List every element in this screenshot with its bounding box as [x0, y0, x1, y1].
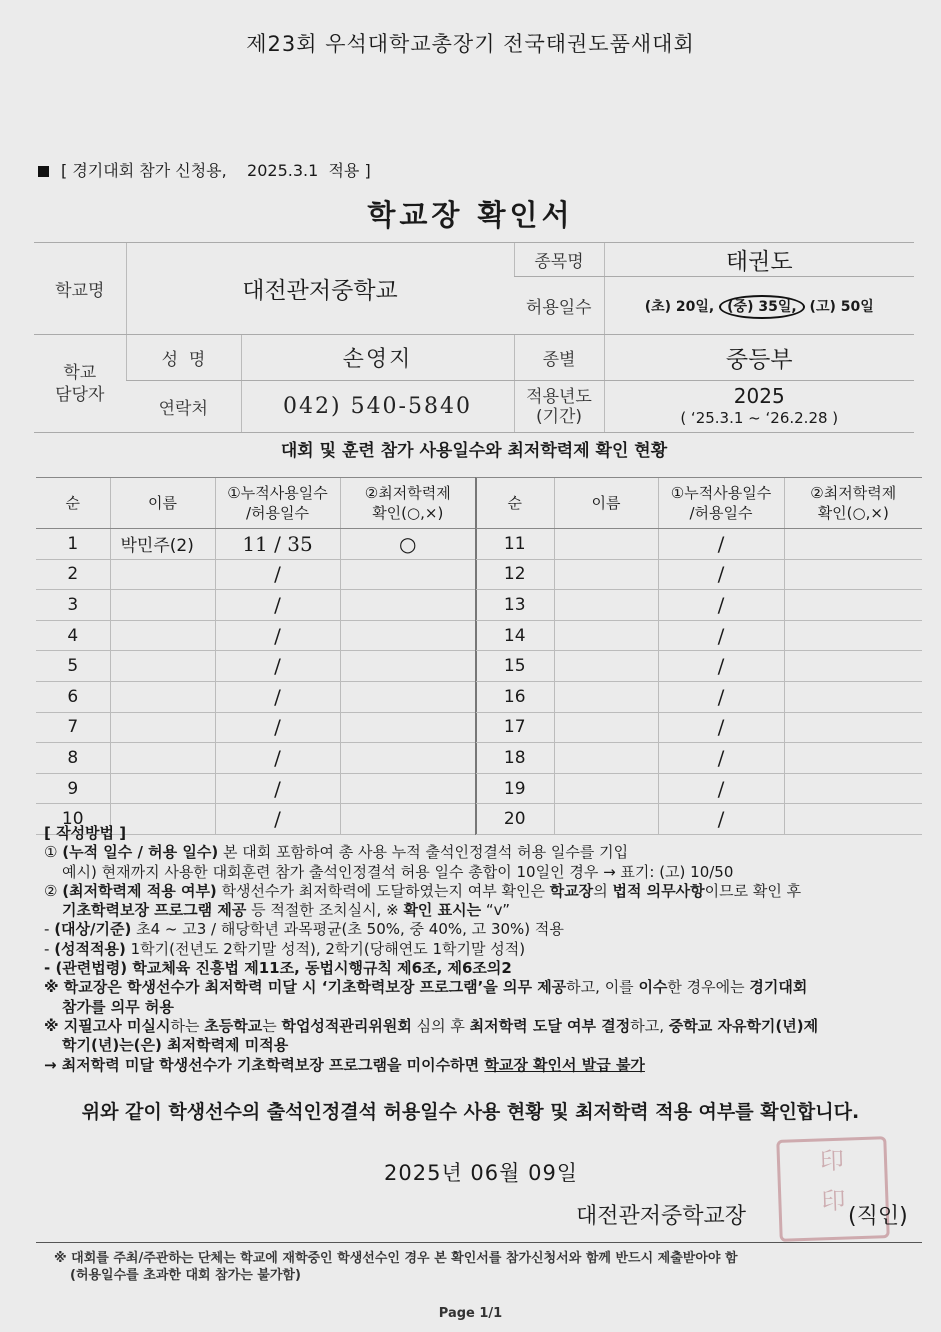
row-number: 2	[36, 559, 110, 590]
row-number: 8	[36, 743, 110, 774]
table-row	[36, 651, 476, 682]
document-title: 학교장 확인서	[367, 198, 574, 232]
bold: (최저학력제 적용 여부)	[62, 881, 217, 900]
row-number: 5	[36, 651, 110, 682]
instruction-1	[44, 843, 924, 862]
bold: 초등학교	[204, 1016, 263, 1035]
footnote-line-2: (허용일수를 초과한 대회 참가는 불가함)	[70, 1268, 301, 1283]
row-number: 15	[476, 651, 554, 682]
num: ②	[44, 881, 63, 900]
table-row	[36, 559, 476, 590]
text: 의	[593, 881, 613, 900]
row-name	[110, 559, 215, 590]
division-label: 종별	[514, 335, 604, 381]
row-academic	[340, 620, 476, 651]
footnote-line-1: ※ 대회를 주최/주관하는 단체는 학교에 재학중인 학생선수인 경우 본 확인서를 참가신청서와 함께 반드시 제출받아야 함	[54, 1251, 738, 1266]
text: 등 적절한 조치실시, ※	[246, 901, 404, 920]
row-days: /	[215, 559, 340, 590]
col-acad-header-1: ②최저학력제	[364, 484, 451, 502]
issue-date: 2025년 06월 09일	[384, 1161, 579, 1185]
col-acad-header-2: 확인(○,×)	[817, 504, 889, 522]
school-name: 대전관저중학교	[126, 243, 514, 335]
col-no-header: 순	[36, 478, 110, 529]
instructions-title: [ 작성방법 ]	[44, 824, 127, 842]
row-number: 9	[36, 773, 110, 804]
row-number: 17	[476, 712, 554, 743]
row-name	[554, 681, 658, 712]
row-days: /	[658, 651, 784, 682]
year-label	[514, 381, 604, 433]
bold: → 최저학력 미달 학생선수가 기초학력보장 프로그램을 미이수하면	[44, 1055, 485, 1074]
contact-label: 연락처	[126, 381, 241, 433]
footnote	[54, 1250, 738, 1284]
row-number: 13	[476, 590, 554, 621]
bold: (누적 일수 / 허용 일수)	[62, 843, 219, 862]
row-number: 10	[36, 804, 110, 835]
instruction-1-example: 예시) 현재까지 사용한 대회훈련 참가 출석인정결석 허용 일수 총합이 10일인 경우 → 표기: (고) 10/50	[62, 862, 734, 881]
row-number: 7	[36, 712, 110, 743]
bold: 이수	[638, 978, 668, 997]
text: 한 경우에는	[667, 978, 750, 997]
col-days-header	[658, 478, 784, 529]
row-name	[554, 651, 658, 682]
contact-value: 042) 540-5840	[241, 381, 514, 433]
text: 이므로 확인 후	[704, 881, 802, 900]
row-name	[554, 529, 658, 560]
year-period: ( ‘25.3.1 ~ ‘26.2.28 )	[680, 408, 839, 427]
info-table	[34, 242, 914, 433]
row-number: 18	[476, 743, 554, 774]
col-days-header-1: ①누적사용일수	[227, 484, 328, 502]
row-academic	[784, 743, 922, 774]
instructions	[44, 824, 924, 1075]
row-name	[110, 712, 215, 743]
row-name	[110, 681, 215, 712]
table-row	[36, 712, 476, 743]
row-name	[110, 620, 215, 651]
row-academic	[784, 559, 922, 590]
instruction-2-cont	[44, 901, 924, 920]
row-days: /	[658, 681, 784, 712]
row-academic	[784, 651, 922, 682]
table-row	[476, 590, 922, 621]
bold: ※ 학교장은 학생선수가 최저학력 미달 시 ‘기초학력보장 프로그램’을 의무 제공	[44, 978, 567, 997]
row-academic	[784, 529, 922, 560]
instruction-target	[44, 920, 924, 939]
table-row	[476, 529, 922, 560]
allowed-days-label: 허용일수	[514, 277, 604, 335]
col-days-header-2: /허용일수	[245, 504, 309, 522]
bold: 경기대회	[749, 978, 808, 997]
bold: 학업성적관리위원회	[281, 1016, 412, 1035]
instruction-laws	[44, 959, 924, 978]
row-name: 박민주(2)	[110, 529, 215, 560]
row-number: 4	[36, 620, 110, 651]
row-academic	[340, 651, 476, 682]
table-row	[476, 712, 922, 743]
bold: (성적적용)	[54, 939, 126, 958]
manager-label: 학교 담당자	[34, 335, 126, 433]
division-value: 중등부	[604, 335, 914, 381]
text: 하는	[170, 1016, 205, 1035]
text: -	[44, 939, 55, 958]
row-academic	[340, 743, 476, 774]
allowed-days-value	[604, 277, 914, 335]
event-title: 제23회 우석대학교총장기 전국태권도품새대회	[246, 32, 695, 56]
seal-label: (직인)	[848, 1204, 908, 1229]
year-label-2: (기간)	[535, 406, 583, 427]
bold: 법적 의무사항	[612, 881, 705, 900]
col-days-header	[215, 478, 340, 529]
table-row	[476, 559, 922, 590]
bold: 확인 표시는	[403, 901, 482, 920]
row-number: 16	[476, 681, 554, 712]
page-number: Page 1/1	[438, 1306, 503, 1321]
bold: 참가를 의무 허용	[62, 997, 174, 1016]
row-number: 19	[476, 773, 554, 804]
row-academic: ○	[340, 529, 476, 560]
official-seal-icon: 印 印	[776, 1136, 889, 1242]
bold: (대상/기준)	[54, 920, 132, 939]
bold: 최저학력 도달 여부 결정	[469, 1016, 631, 1035]
row-days: /	[658, 620, 784, 651]
table-row	[36, 590, 476, 621]
row-days: /	[658, 773, 784, 804]
instruction-2	[44, 882, 924, 901]
col-acad-header-1: ②최저학력제	[810, 484, 897, 502]
instruction-note-1-cont	[44, 998, 924, 1017]
text: 학생선수가 최저학력에 도달하였는지 여부 확인은	[216, 881, 550, 900]
instruction-note-2	[44, 1017, 924, 1036]
col-acad-header	[784, 478, 922, 529]
instruction-note-1	[44, 978, 924, 997]
table-row	[36, 681, 476, 712]
row-number: 3	[36, 590, 110, 621]
text: 심의 후	[411, 1016, 470, 1035]
instruction-note-2-cont	[44, 1036, 924, 1055]
row-number: 11	[476, 529, 554, 560]
row-name	[554, 712, 658, 743]
table-row	[476, 773, 922, 804]
row-days: /	[658, 590, 784, 621]
row-days: /	[658, 743, 784, 774]
principal-signature: 대전관저중학교장	[576, 1204, 747, 1229]
bold: ※ 지필고사 미실시	[44, 1016, 171, 1035]
row-days: 11 / 35	[215, 529, 340, 560]
row-days: /	[658, 559, 784, 590]
row-number: 6	[36, 681, 110, 712]
row-academic	[340, 681, 476, 712]
col-acad-header	[340, 478, 476, 529]
row-academic	[784, 590, 922, 621]
table-row	[476, 620, 922, 651]
row-name	[110, 651, 215, 682]
text: 하고,	[630, 1016, 669, 1035]
table-row	[476, 651, 922, 682]
table-row	[476, 681, 922, 712]
col-days-header-2: /허용일수	[689, 504, 753, 522]
square-bullet-icon	[38, 166, 49, 177]
table-row	[36, 529, 476, 560]
col-no-header: 순	[476, 478, 554, 529]
row-days: /	[215, 773, 340, 804]
row-academic	[784, 681, 922, 712]
table-row	[36, 620, 476, 651]
table-caption: 대회 및 훈련 참가 사용일수와 최저학력제 확인 현황	[280, 441, 668, 461]
col-acad-header-2: 확인(○,×)	[372, 504, 444, 522]
usage-table-left	[36, 477, 477, 835]
year-value	[604, 381, 914, 433]
row-name	[110, 743, 215, 774]
row-academic	[340, 712, 476, 743]
row-days: /	[215, 620, 340, 651]
col-name-header: 이름	[110, 478, 215, 529]
school-label: 학교명	[34, 243, 126, 335]
row-academic	[340, 590, 476, 621]
num: ①	[44, 843, 63, 862]
table-row	[36, 743, 476, 774]
bold: - (관련법령) 학교체육 진흥법 제11조, 동법시행규칙 제6조, 제6조의2	[44, 959, 512, 978]
text: 본 대회 포함하여 총 사용 누적 출석인정결석 허용 일수를 기입	[218, 843, 629, 862]
allowed-elem: (초) 20일,	[644, 298, 715, 315]
bold: 학교장	[549, 881, 594, 900]
confirmation-statement: 위와 같이 학생선수의 출석인정결석 허용일수 사용 현황 및 최저학력 적용 여부를 확인합니다.	[81, 1101, 860, 1123]
row-days: /	[215, 712, 340, 743]
row-days: /	[658, 712, 784, 743]
col-days-header-1: ①누적사용일수	[670, 484, 772, 502]
row-number: 12	[476, 559, 554, 590]
text: 초4 ~ 고3 / 해당학년 과목평균(초 50%, 중 40%, 고 30%) 적용	[131, 920, 564, 939]
text: 는	[262, 1016, 282, 1035]
row-name	[554, 773, 658, 804]
row-academic	[784, 773, 922, 804]
row-days: /	[658, 804, 784, 835]
row-academic	[340, 773, 476, 804]
form-tag-text: [ 경기대회 참가 신청용, 2025.3.1 적용 ]	[61, 161, 371, 180]
row-academic	[784, 712, 922, 743]
row-days: /	[215, 804, 340, 835]
usage-table-right	[476, 477, 922, 835]
row-number: 20	[476, 804, 554, 835]
col-name-header: 이름	[554, 478, 658, 529]
allowed-middle-circled: (중) 35일,	[719, 295, 805, 319]
footer-divider	[36, 1242, 922, 1243]
table-row	[36, 773, 476, 804]
row-days: /	[215, 651, 340, 682]
bold: 중학교 자유학기(년)제	[668, 1016, 819, 1035]
row-name	[554, 590, 658, 621]
manager-name-value: 손영지	[241, 335, 514, 381]
instruction-arrow	[44, 1056, 924, 1075]
row-days: /	[215, 743, 340, 774]
row-name	[110, 590, 215, 621]
text: “v”	[481, 901, 511, 920]
row-name	[554, 743, 658, 774]
year-label-1: 적용년도	[526, 386, 592, 407]
row-days: /	[658, 529, 784, 560]
name-label: 성 명	[126, 335, 241, 381]
bold: 학기(년)는(은) 최저학력제 미적용	[62, 1036, 289, 1055]
table-row	[476, 743, 922, 774]
event-value: 태권도	[604, 243, 914, 277]
row-name	[110, 773, 215, 804]
row-name	[554, 620, 658, 651]
year-number: 2025	[733, 383, 785, 408]
event-label: 종목명	[514, 243, 604, 277]
text: 하고, 이를	[566, 978, 639, 997]
text: 1학기(전년도 2학기말 성적), 2학기(당해연도 1학기말 성적)	[125, 939, 526, 958]
row-academic	[340, 559, 476, 590]
row-number: 14	[476, 620, 554, 651]
row-number: 1	[36, 529, 110, 560]
instruction-grades	[44, 940, 924, 959]
row-days: /	[215, 681, 340, 712]
row-days: /	[215, 590, 340, 621]
bold: 기초학력보장 프로그램 제공	[62, 901, 247, 920]
text: -	[44, 920, 55, 939]
row-academic	[784, 620, 922, 651]
row-name	[554, 559, 658, 590]
allowed-high: (고) 50일	[809, 298, 874, 315]
bold-underline: 학교장 확인서 발급 불가	[484, 1055, 645, 1074]
form-tag	[38, 158, 371, 181]
